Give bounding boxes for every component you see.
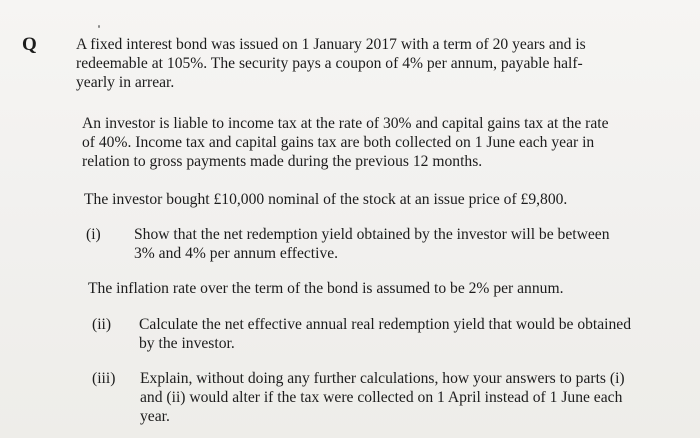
text-line: redeemable at 105%. The security pays a coupon of 4% per annum, payable half- — [76, 55, 583, 72]
paragraph-purchase — [84, 190, 567, 209]
part-text — [139, 315, 631, 353]
paragraph-tax-details — [82, 114, 609, 171]
part-number: (ii) — [92, 316, 112, 333]
part-text — [134, 225, 610, 263]
text-line: Calculate the net effective annual real redemption yield that would be obtained — [139, 316, 632, 333]
text-line: An investor is liable to income tax at the rate of 30% and capital gains tax at the rate — [82, 115, 609, 132]
part-text — [140, 369, 625, 426]
text-line: by the investor. — [139, 335, 235, 352]
text-line: Explain, without doing any further calculations, how your answers to parts (i) — [140, 370, 625, 387]
text-line: 3% and 4% per annum effective. — [134, 245, 339, 262]
text-line: relation to gross payments made during the previous 12 months. — [82, 153, 483, 170]
part-number: (i) — [86, 226, 101, 243]
text-line: year. — [140, 408, 170, 425]
text-line: A fixed interest bond was issued on 1 January 2017 with a term of 20 years and is — [76, 36, 586, 53]
question-label: Q — [22, 34, 38, 55]
text-line: Show that the net redemption yield obtained by the investor will be between — [134, 226, 610, 243]
text-line: of 40%. Income tax and capital gains tax are both collected on 1 June each year in — [82, 134, 595, 151]
stray-mark — [98, 25, 100, 28]
text-line: The investor bought £10,000 nominal of the stock at an issue price of £9,800. — [84, 191, 568, 208]
text-line: yearly in arrear. — [76, 74, 175, 91]
paragraph-bond-description — [76, 35, 586, 92]
part-number: (iii) — [92, 370, 116, 387]
text-line: and (ii) would alter if the tax were collected on 1 April instead of 1 June each — [140, 389, 623, 406]
paragraph-inflation — [88, 279, 563, 298]
text-line: The inflation rate over the term of the bond is assumed to be 2% per annum. — [88, 280, 564, 297]
